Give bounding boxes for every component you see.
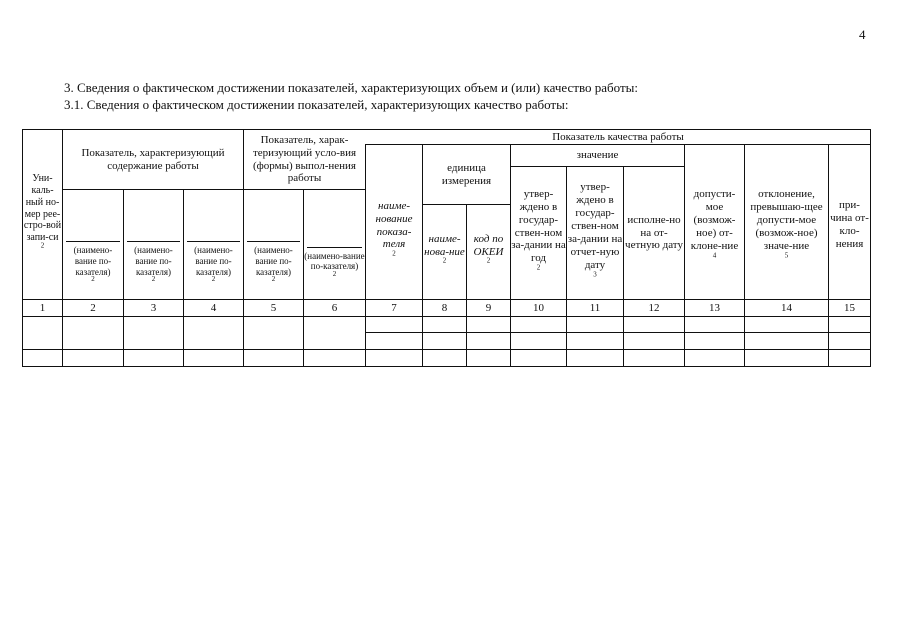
column-number-1: 1 — [39, 301, 46, 314]
column-number-7: 7 — [391, 301, 397, 314]
header-allowed-deviation: допусти-мое (возмож-ное) от-клоне-ние $^4$ — [690, 188, 739, 260]
placeholder-col-6: (наимено-вание по-казателя) $^2$ — [304, 190, 365, 299]
header-quality-indicator: Показатель качества работы — [552, 130, 684, 143]
quality-indicators-table — [22, 129, 871, 367]
header-deviation-reason: при-чина от-кло-нения — [830, 199, 869, 250]
header-unit-name: наиме-нова-ние $^2$ — [424, 232, 465, 265]
table-row-empty-2 — [23, 350, 870, 366]
placeholder-col-3: (наимено-вание по-казателя) $^2$ — [124, 190, 183, 299]
column-number-11: 11 — [589, 301, 601, 314]
section-heading-3: 3. Сведения о фактическом достижении показателей, характеризующих объем и (или) качество работы: — [64, 80, 638, 95]
header-exceeding-deviation: отклонение, превышаю-щее допусти-мое (возмож-ное) значе-ние $^5$ — [750, 188, 823, 260]
column-number-4: 4 — [210, 301, 217, 314]
page-number: 4 — [859, 27, 866, 42]
column-number-10: 10 — [533, 301, 544, 314]
header-value: значение — [576, 149, 619, 162]
column-number-5: 5 — [270, 301, 277, 314]
column-number-2: 2 — [90, 301, 96, 314]
header-indicator-name: наиме-нование показа-теля $^2$ — [375, 199, 413, 258]
placeholder-col-2: (наимено-вание по-казателя) $^2$ — [63, 190, 123, 299]
section-heading-3-1: 3.1. Сведения о фактическом достижении показателей, характеризующих качество работы: — [64, 97, 569, 112]
column-number-13: 13 — [709, 301, 720, 314]
header-content-indicator: Показатель, характеризующий содержание работы — [81, 146, 225, 172]
column-number-3: 3 — [150, 301, 157, 314]
header-unit: единица измерения — [441, 161, 492, 187]
column-number-12: 12 — [648, 301, 660, 314]
table-row-empty-1 — [23, 317, 870, 349]
header-okei-code: код по ОКЕИ $^2$ — [473, 232, 504, 265]
column-number-15: 15 — [844, 301, 855, 314]
header-unique-record-number: Уни-каль-ный но-мер рее-стро-вой запи-си $^2$ — [23, 173, 62, 250]
column-number-9: 9 — [485, 301, 492, 314]
column-number-14: 14 — [781, 301, 792, 314]
column-number-6: 6 — [331, 301, 338, 314]
header-approved-reporting-date: утвер-ждено в государ-ствен-ном за-дании на отчет-ную дату $^3$ — [567, 181, 623, 279]
header-executed: исполне-но на от-четную дату — [625, 213, 683, 252]
column-number-8: 8 — [441, 301, 448, 314]
header-conditions-indicator: Показатель, харак-теризующий усло-вия (формы) выпол-нения работы — [252, 133, 357, 185]
header-approved-year: утвер-ждено в государ-ствен-ном за-дании на год $^2$ — [511, 187, 566, 272]
placeholder-col-5: (наимено-вание по-казателя) $^2$ — [244, 190, 303, 299]
placeholder-col-4: (наимено-вание по-казателя) $^2$ — [184, 190, 243, 299]
